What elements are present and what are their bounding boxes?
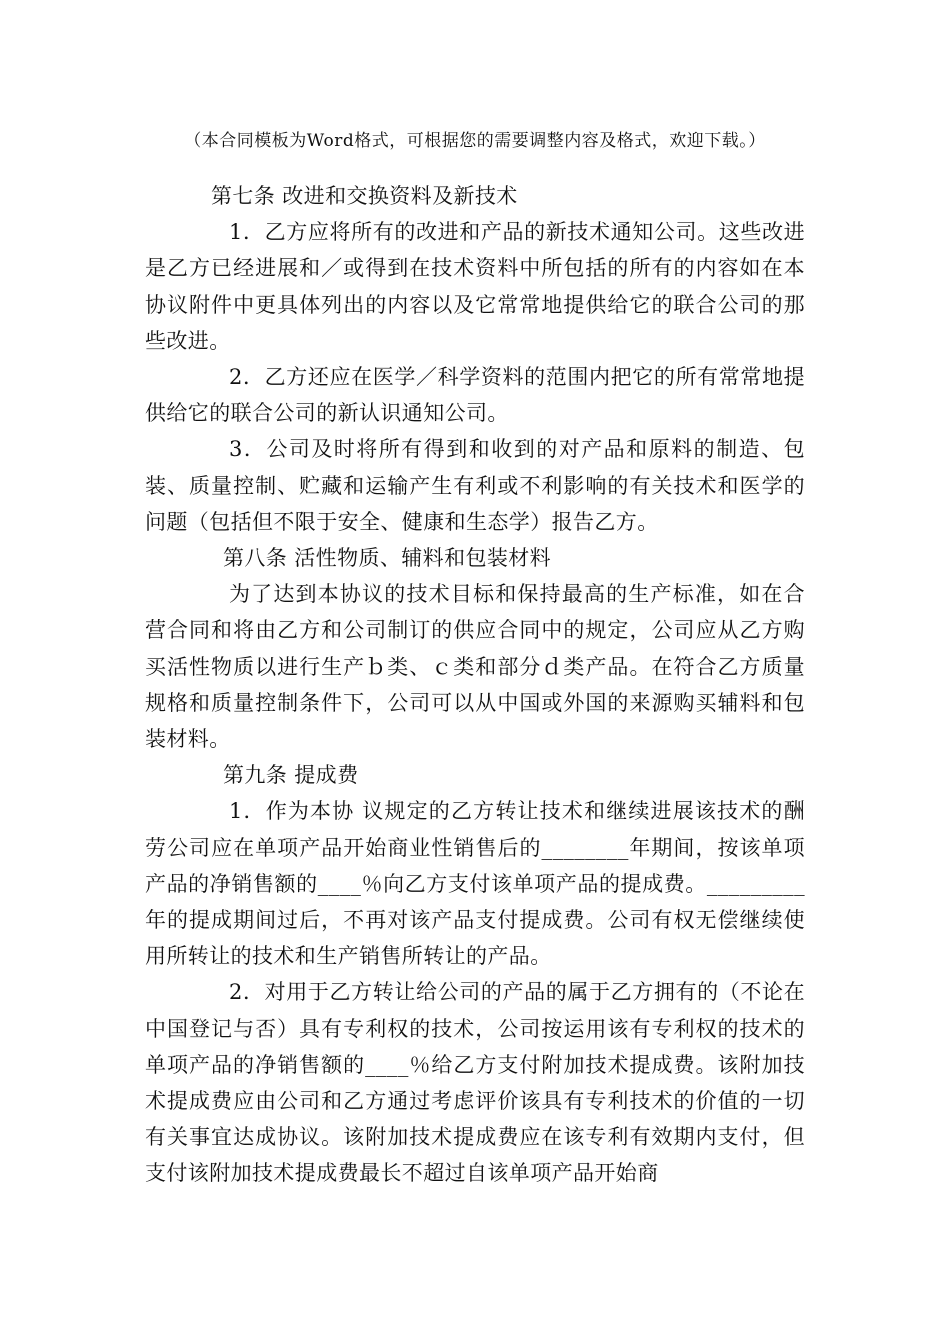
contract-body	[145, 178, 805, 1192]
article-8-heading: 第八条 活性物质、辅料和包装材料	[223, 546, 552, 571]
template-note: （本合同模板为Word格式，可根据您的需要调整内容及格式，欢迎下载。）	[184, 131, 766, 151]
article-7-heading: 第七条 改进和交换资料及新技术	[211, 184, 518, 208]
article-9-clause-2: 2．对用于乙方转让给公司的产品的属于乙方拥有的（不论在中国登记与否）具有专利权的技术，公司按运用该有专利权的技术的单项产品的净销售额的____％给乙方支付附加技术提成费。该附加技术提成费应由公司和乙方通过考虑评价该具有专利技术的价值的一切有关事宜达成协议。该附加技术提成费应在该专利有效期内支付，但支付该附加技术提成费最长不超过自该单项产品开始商	[145, 980, 805, 1186]
article-9-clause-1: 1．作为本协 议规定的乙方转让技术和继续进展该技术的酬劳公司应在单项产品开始商业性销售后的________年期间，按该单项产品的净销售额的____％向乙方支付该单项产品的提成费。_________年的提成期间过后，不再对该产品支付提成费。公司有权无偿继续使用所转让的技术和生产销售所转让的产品。	[145, 799, 805, 969]
article-8-paragraph: 为了达到本协议的技术目标和保持最高的生产标准，如在合营合同和将由乙方和公司制订的供应合同中的规定，公司应从乙方购买活性物质以进行生产ｂ类、ｃ类和部分ｄ类产品。在符合乙方质量规格和质量控制条件下，公司可以从中国或外国的来源购买辅料和包装材料。	[145, 582, 805, 752]
article-7-clause-3: 3．公司及时将所有得到和收到的对产品和原料的制造、包装、质量控制、贮藏和运输产生有利或不利影响的有关技术和医学的问题（包括但不限于安全、健康和生态学）报告乙方。	[145, 437, 805, 534]
article-7-clause-1: 1．乙方应将所有的改进和产品的新技术通知公司。这些改进是乙方已经进展和／或得到在技术资料中所包括的所有的内容如在本协议附件中更具体列出的内容以及它常常地提供给它的联合公司的那些改进。	[145, 220, 805, 353]
article-7-clause-2: 2．乙方还应在医学／科学资料的范围内把它的所有常常地提供给它的联合公司的新认识通知公司。	[145, 365, 805, 426]
article-9-heading: 第九条 提成费	[223, 763, 359, 788]
